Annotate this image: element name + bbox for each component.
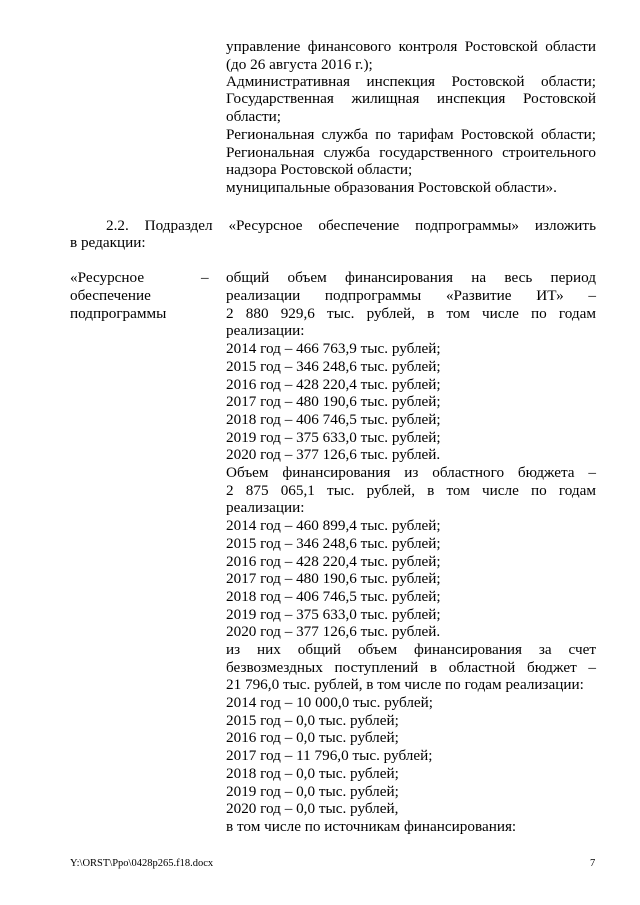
section-heading-continuation: в редакции: [70,234,146,251]
resource-label: «Ресурсное [70,269,145,286]
year-line: 2015 год – 346 248,6 тыс. рублей; [226,358,441,375]
year-line: 2019 год – 375 633,0 тыс. рублей; [226,606,441,623]
text-line: Административная инспекция Ростовской области; [226,73,596,90]
year-line: 2016 год – 0,0 тыс. рублей; [226,729,399,746]
year-line: 2020 год – 377 126,6 тыс. рублей. [226,446,441,463]
year-line: 2019 год – 0,0 тыс. рублей; [226,783,399,800]
year-line: 2015 год – 346 248,6 тыс. рублей; [226,535,441,552]
text-line: 2 880 929,6 тыс. рублей, в том числе по годам [226,305,596,322]
year-line: 2015 год – 0,0 тыс. рублей; [226,712,399,729]
year-line: 2017 год – 480 190,6 тыс. рублей; [226,393,441,410]
text-line: в том числе по источникам финансирования: [226,818,517,835]
text-line: общий объем финансирования на весь период [226,269,596,286]
year-line: 2014 год – 466 763,9 тыс. рублей; [226,340,441,357]
text-line: области; [226,108,281,125]
resource-label: обеспечение [70,287,151,304]
year-line: 2017 год – 11 796,0 тыс. рублей; [226,747,433,764]
text-line: реализации: [226,322,305,339]
year-line: 2016 год – 428 220,4 тыс. рублей; [226,376,441,393]
label-dash: – [201,269,209,286]
year-line: 2014 год – 10 000,0 тыс. рублей; [226,694,434,711]
text-line: Государственная жилищная инспекция Ростовской [226,90,596,107]
resource-label: подпрограммы [70,305,167,322]
footer-file-path: Y:\ORST\Ppo\0428p265.f18.docx [70,858,214,869]
year-line: 2017 год – 480 190,6 тыс. рублей; [226,570,441,587]
year-line: 2014 год – 460 899,4 тыс. рублей; [226,517,441,534]
text-line: Объем финансирования из областного бюджета – [226,464,596,481]
year-line: 2018 год – 406 746,5 тыс. рублей; [226,588,441,605]
year-line: 2016 год – 428 220,4 тыс. рублей; [226,553,441,570]
page-number: 7 [590,858,596,869]
text-line: безвозмездных поступлений в областной бюджет – [226,659,596,676]
text-line: (до 26 августа 2016 г.); [226,56,373,73]
text-line: из них общий объем финансирования за счет [226,641,596,658]
text-line: реализации подпрограммы «Развитие ИТ» – [226,287,596,304]
text-line: Региональная служба по тарифам Ростовской области; [226,126,596,143]
text-line: надзора Ростовской области; [226,161,413,178]
year-line: 2020 год – 377 126,6 тыс. рублей. [226,623,441,640]
text-line: муниципальные образования Ростовской области». [226,179,557,196]
year-line: 2020 год – 0,0 тыс. рублей, [226,800,399,817]
text-line: 2 875 065,1 тыс. рублей, в том числе по годам [226,482,596,499]
text-line: реализации: [226,499,305,516]
year-line: 2019 год – 375 633,0 тыс. рублей; [226,429,441,446]
text-line: Региональная служба государственного строительного [226,144,596,161]
text-line: управление финансового контроля Ростовской области [226,38,596,55]
year-line: 2018 год – 0,0 тыс. рублей; [226,765,399,782]
year-line: 2018 год – 406 746,5 тыс. рублей; [226,411,441,428]
section-heading: 2.2. Подраздел «Ресурсное обеспечение подпрограммы» изложить [106,217,596,234]
text-line: 21 796,0 тыс. рублей, в том числе по годам реализации: [226,676,584,693]
